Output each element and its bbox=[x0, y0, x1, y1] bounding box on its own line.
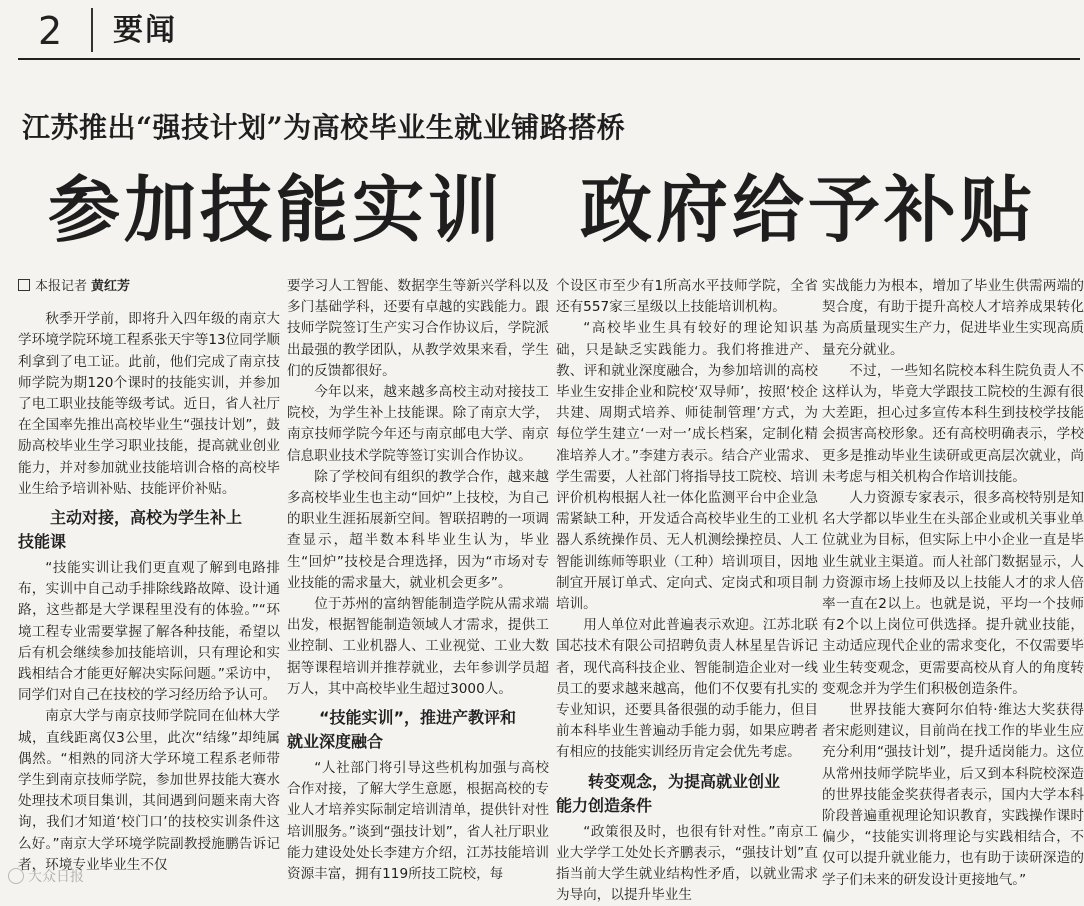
paragraph: 南京大学与南京技师学院同在仙林大学城，直线距离仅3公里，此次“结缘”却纯属偶然。“相熟的同济大学环境工程系老师带学生到南京技师学院，参加世界技能大赛水处理技术项目集训，其间遇到问题来南大咨询，我们才知道‘校门口’的技校实训条件这么好。”南京大学环境学院副教授施鹏告诉记者，环境专业毕业生不仅 bbox=[18, 708, 280, 873]
subheading-2 bbox=[287, 706, 549, 754]
watermark-text: 大众日报 bbox=[28, 869, 84, 885]
masthead-divider bbox=[91, 8, 93, 52]
section-name: 要闻 bbox=[113, 13, 177, 48]
paragraph: 今年以来，越来越多高校主动对接技工院校，为学生补上技能课。除了南京大学，南京技师学院今年还与南京邮电大学、南京信息职业技术学院等签订实训合作协议。 bbox=[287, 384, 549, 464]
paragraph: 世界技能大赛阿尔伯特·维达大奖获得者宋彪则建议，目前尚在找工作的毕业生应充分利用“强技计划”，提升适岗能力。这位从常州技师学院毕业，后又到本科院校深造的世界技能金奖获得者表示，国内大学本科阶段普遍重视理论知识教育，实践操作课时偏少，“技能实训将理论与实践相结合，不仅可以提升就业能力，也有助于读研深造的学子们未来的研发设计更接地气。” bbox=[822, 702, 1084, 888]
subheading-1 bbox=[18, 506, 280, 554]
subheading-3 bbox=[556, 770, 818, 818]
paragraph: 用人单位对此普遍表示欢迎。江苏北联国芯技术有限公司招聘负责人林星星告诉记者，现代高科技企业、智能制造企业对一线员工的要求越来越高，他们不仅要有扎实的专业知识，还要具备很强的动手能力，但目前本科毕业生普遍动手能力弱，如果应聘者有相应的技能实训经历肯定会优先考虑。 bbox=[556, 617, 818, 761]
paragraph: 不过，一些知名院校本科生院负责人不这样认为，毕竟大学跟技工院校的生源有很大差距，担心过多宣传本科生到技校学技能会损害高校形象。还有高校明确表示，学校更多是推动毕业生读研或更高层次就业，尚未考虑与相关机构合作培训技能。 bbox=[822, 362, 1084, 485]
paragraph: “人社部门将引导这些机构加强与高校合作对接，了解大学生意愿，根据高校的专业人才培养实际制定培训清单，提供针对性培训服务。”谈到“强技计划”，省人社厅职业能力建设处处长李建方介绍，江苏技能培训资源丰富，拥有119所技工院校，每 bbox=[287, 760, 549, 883]
paragraph: “高校毕业生具有较好的理论知识基础，只是缺乏实践能力。我们将推进产、教、评和就业深度融合，为参加培训的高校毕业生安排企业和院校‘双导师’，按照‘校企共建、周期式培养、师徒制管理’方式，为每位学生建立‘一对一’成长档案，定制化精准培养人才。”李建方表示。结合产业需求、学生需要，人社部门将指导技工院校、培训评价机构根据人社一体化监测平台中企业急需紧缺工种，开发适合高校毕业生的工业机器人系统操作员、无人机测绘操控员、人工智能训练师等职业（工种）培训项目，因地制宜开展订单式、定向式、定岗式和项目制培训。 bbox=[556, 320, 818, 613]
byline bbox=[18, 276, 280, 297]
page-number: 2 bbox=[38, 9, 63, 53]
subheading-line: 能力创造条件 bbox=[556, 795, 653, 815]
article-kicker: 江苏推出“强技计划”为高校毕业生就业铺路搭桥 bbox=[22, 111, 626, 144]
subheading-line: “技能实训”，推进产教评和 bbox=[319, 708, 517, 728]
byline-prefix: 本报记者 bbox=[35, 279, 88, 294]
paragraph: 要学习人工智能、数据孪生等新兴学科以及多门基础学科，还要有卓越的实践能力。跟技师学院签订生产实习合作协议后，学院派出最强的教学团队，从教学效果来看，学生们的反馈都很好。 bbox=[287, 278, 549, 379]
subheading-line: 主动对接，高校为学生补上 bbox=[50, 508, 243, 528]
byline-author: 黄红芳 bbox=[91, 279, 131, 294]
paragraph: 秋季开学前，即将升入四年级的南京大学环境学院环境工程系张天宇等13位同学顺利拿到了电工证。此前，他们完成了南京技师学院为期120个课时的技能实训，并参加了电工职业技能等级考试。近日，省人社厅在全国率先推出高校毕业生“强技计划”，鼓励高校毕业生学习职业技能，提高就业创业能力，并对参加就业技能培训合格的高校毕业生给予培训补贴、技能评价补贴。 bbox=[18, 311, 280, 497]
paragraph: “技能实训让我们更直观了解到电路排布，实训中自己动手排除线路故障、设计通路，这些都是大学课程里没有的体验。”“环境工程专业需要掌握了解各种技能，希望以后有机会继续参加技能培训，只有理论和实践相结合才能更好解决实际问题。”采访中，同学们对自己在技校的学习经历给予认可。 bbox=[18, 560, 280, 704]
paragraph: 实战能力为根本，增加了毕业生供需两端的契合度，有助于提升高校人才培养成果转化为高质量现实生产力，促进毕业生实现高质量充分就业。 bbox=[822, 278, 1084, 358]
watermark-logo-icon bbox=[8, 868, 24, 884]
subheading-line: 技能课 bbox=[18, 532, 67, 552]
subheading-line: 就业深度融合 bbox=[287, 732, 384, 752]
article-column-1 bbox=[18, 276, 280, 895]
paragraph: 个设区市至少有1所高水平技师学院，全省还有557家三星级以上技能培训机构。 bbox=[556, 278, 818, 316]
paragraph: 位于苏州的富纳智能制造学院从需求端出发，根据智能制造领域人才需求，提供工业控制、工业机器人、工业视觉、工业大数据等课程培训并推荐就业，去年参训学员超万人，其中高校毕业生超过3000人。 bbox=[287, 596, 549, 697]
paragraph: “政策很及时，也很有针对性。”南京工业大学学工处处长齐鹏表示，“强技计划”直指当前大学生就业结构性矛盾，以就业需求为导向，以提升毕业生 bbox=[556, 823, 818, 904]
subheading-line: 转变观念，为提高就业创业 bbox=[588, 771, 781, 791]
watermark bbox=[8, 866, 84, 886]
article-column-4 bbox=[822, 276, 1084, 895]
article-headline: 参加技能实训 政府给予补贴 bbox=[48, 168, 1037, 252]
article-column-2 bbox=[287, 276, 549, 895]
masthead bbox=[0, 0, 1080, 62]
masthead-rule bbox=[18, 58, 1080, 60]
article-column-3 bbox=[556, 276, 818, 904]
paragraph: 人力资源专家表示，很多高校特别是知名大学都以毕业生在头部企业或机关事业单位就业为目标，但实际上中小企业一直是毕业生就业主渠道。而人社部门数据显示，人力资源市场上技师及以上技能人才的求人倍率一直在2以上。也就是说，平均一个技师有2个以上岗位可供选择。提升就业技能，主动适应现代企业的需求变化，不仅需要毕业生转变观念，更需要高校从育人的角度转变观念并为学生们积极创造条件。 bbox=[822, 490, 1084, 697]
paragraph: 除了学校间有组织的教学合作，越来越多高校毕业生也主动“回炉”上技校，为自己的职业生涯拓展新空间。智联招聘的一项调查显示，超半数本科毕业生认为，毕业生“回炉”技校是合理选择，因为“市场对专业技能的需求量大，就业机会更多”。 bbox=[287, 468, 549, 591]
byline-box-icon bbox=[18, 279, 30, 291]
